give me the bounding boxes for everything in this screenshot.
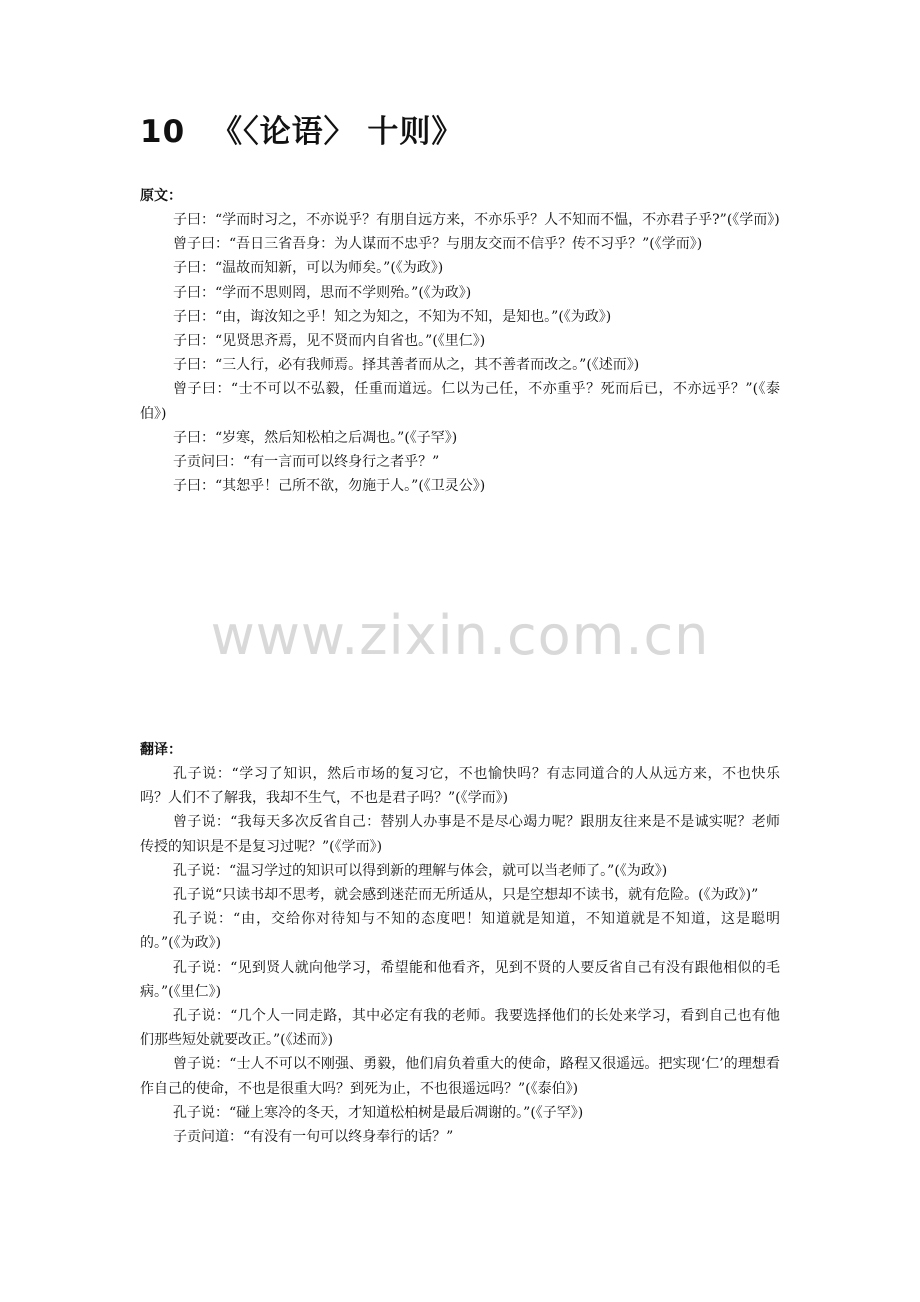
translation-label: 翻译： <box>140 742 182 758</box>
original-text-label: 原文： <box>140 188 182 204</box>
translation-paragraph: 子贡问道：“有没有一句可以终身奉行的话？” <box>173 1129 454 1146</box>
original-paragraph: 子曰：“见贤思齐焉，见不贤而内自省也。”(《里仁》) <box>173 333 486 350</box>
original-text-section <box>140 208 780 498</box>
original-paragraph: 子曰：“学而时习之，不亦说乎？有朋自远方来，不亦乐乎？人不知而不愠，不亦君子乎?”(《学而》) <box>173 212 780 228</box>
translation-paragraph: 孔子说：“由，交给你对待知与不知的态度吧！知道就是知道，不知道就是不知道，这是聪明的。”(《为政》) <box>140 911 780 952</box>
chapter-number: 10 <box>140 114 186 150</box>
translation-paragraph: 孔子说：“碰上寒冷的冬天，才知道松柏树是最后凋谢的。”(《子罕》) <box>173 1104 584 1121</box>
original-paragraph: 曾子曰：“士不可以不弘毅，任重而道远。仁以为己任，不亦重乎？死而后已，不亦远乎？”(《泰伯》) <box>140 381 780 422</box>
translation-paragraph: 孔子说：“温习学过的知识可以得到新的理解与体会，就可以当老师了。”(《为政》) <box>173 862 668 879</box>
original-paragraph: 曾子曰：“吾日三省吾身：为人谋而不忠乎？与朋友交而不信乎？传不习乎？”(《学而》) <box>173 236 703 253</box>
original-paragraph: 子曰：“其恕乎！己所不欲，勿施于人。”(《卫灵公》) <box>173 478 486 495</box>
translation-paragraph: 曾子说：“我每天多次反省自己：替别人办事是不是尽心竭力呢？跟朋友往来是不是诚实呢？老师传授的知识是不是复习过呢？”(《学而》) <box>140 814 780 855</box>
original-paragraph: 子曰：“由，诲汝知之乎！知之为知之，不知为不知，是知也。”(《为政》) <box>173 308 612 325</box>
translation-paragraph: 曾子说：“士人不可以不刚强、勇毅，他们肩负着重大的使命，路程又很遥远。把实现‘仁’的理想看作自己的使命，不也是很重大吗？到死为止，不也很遥远吗？”(《泰伯》) <box>140 1056 780 1097</box>
translation-paragraph: 孔子说：“见到贤人就向他学习，希望能和他看齐，见到不贤的人要反省自己有没有跟他相似的毛病。”(《里仁》) <box>140 959 780 1000</box>
watermark: www.zixin.com.cn <box>210 604 710 667</box>
translation-section <box>140 762 780 1149</box>
original-paragraph: 子曰：“岁寒，然后知松柏之后凋也。”(《子罕》) <box>173 429 458 446</box>
original-paragraph: 子贡问曰：“有一言而可以终身行之者乎？” <box>173 454 440 471</box>
original-paragraph: 子曰：“温故而知新，可以为师矣。”(《为政》) <box>173 260 444 277</box>
translation-paragraph: 孔子说：“几个人一同走路，其中必定有我的老师。我要选择他们的长处来学习，看到自己也有他们那些短处就要改正。”(《述而》) <box>140 1008 780 1049</box>
original-paragraph: 子曰：“学而不思则罔，思而不学则殆。”(《为政》) <box>173 284 472 301</box>
translation-paragraph: 孔子说“只读书却不思考，就会感到迷茫而无所适从，只是空想却不读书，就有危险。(《为政》)” <box>173 887 759 904</box>
translation-paragraph: 孔子说：“学习了知识，然后市场的复习它，不也愉快吗？有志同道合的人从远方来，不也快乐吗？人们不了解我，我却不生气，不也是君子吗？”(《学而》) <box>140 766 780 807</box>
chapter-title: 《〈论语〉 十则》 <box>211 114 464 150</box>
original-paragraph: 子曰：“三人行，必有我师焉。择其善者而从之，其不善者而改之。”(《述而》) <box>173 357 640 374</box>
page-title <box>140 108 463 156</box>
